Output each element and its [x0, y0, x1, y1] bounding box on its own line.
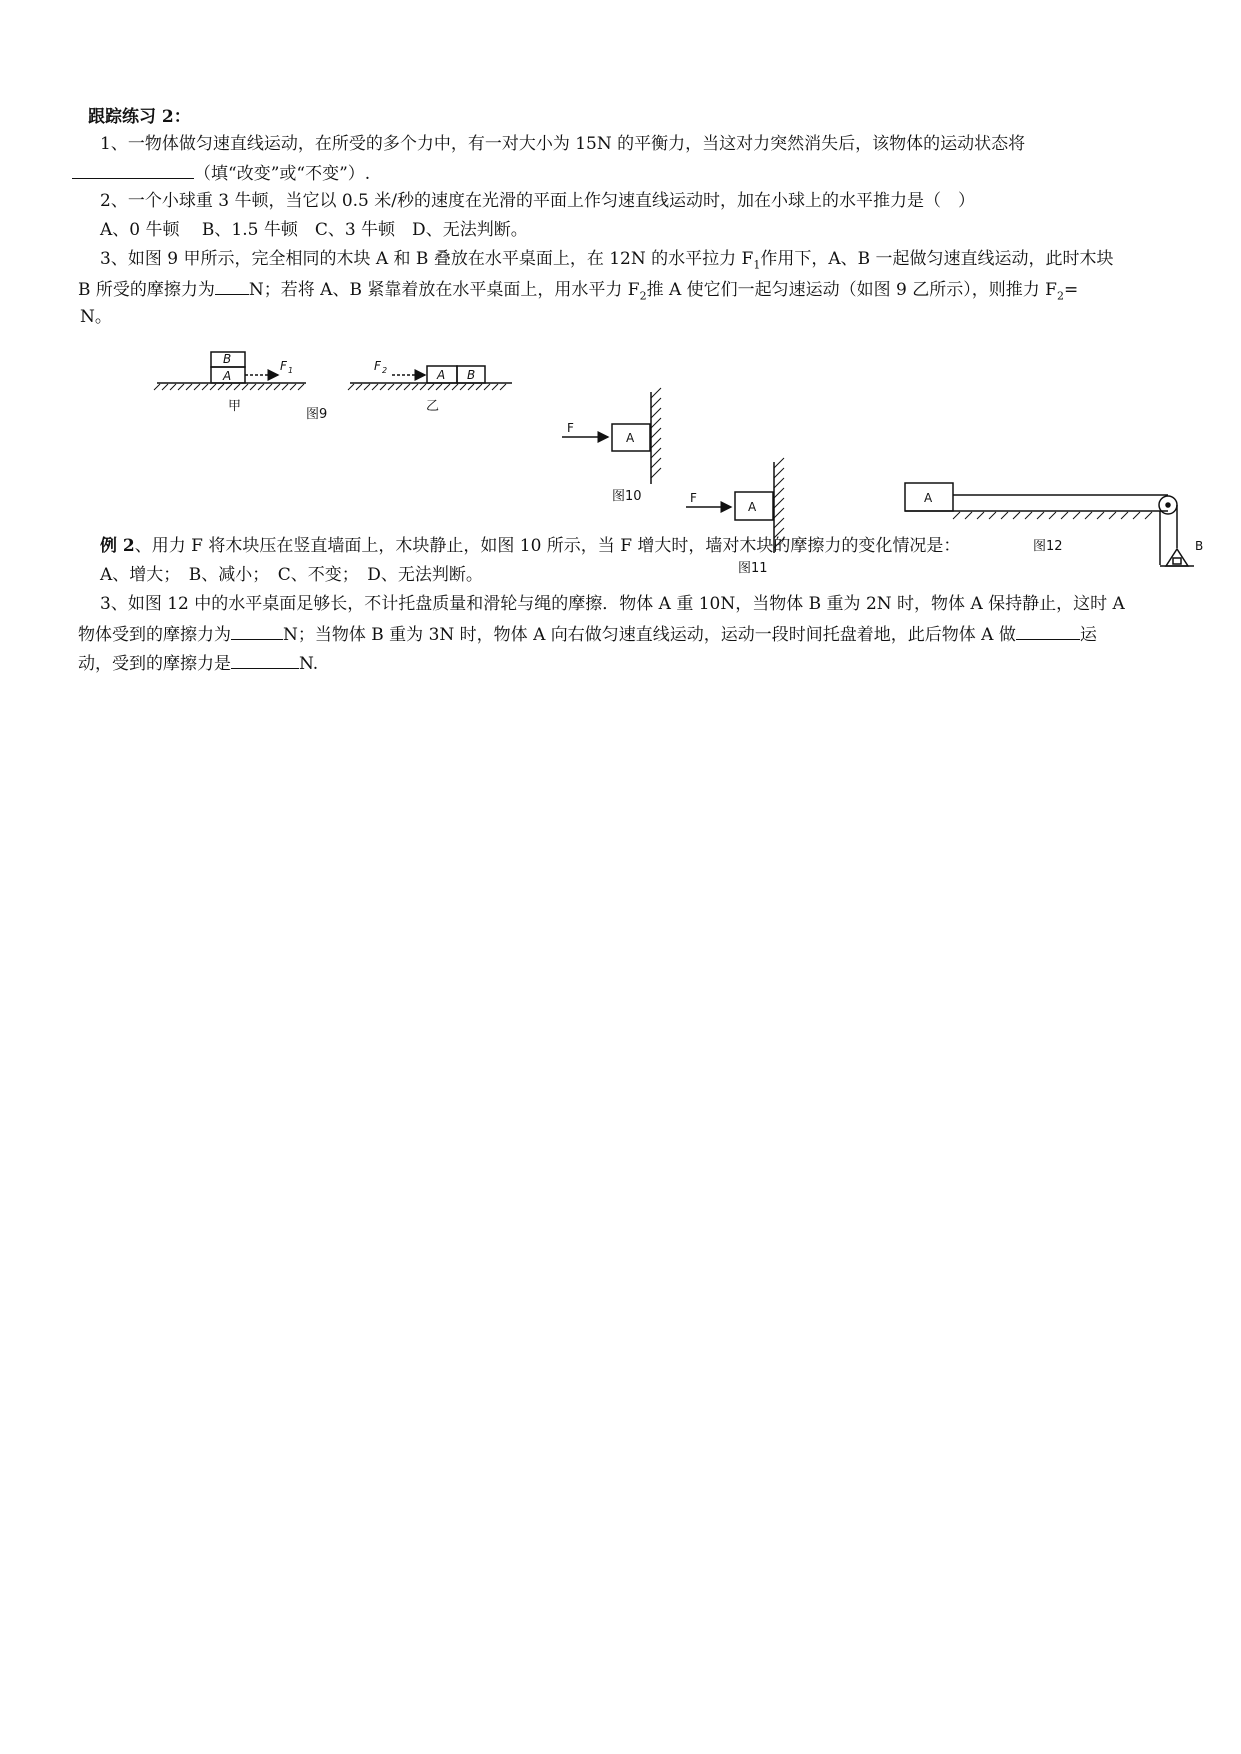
q3b-text-d: 运 [1079, 625, 1097, 645]
fig9-yi-label-b: B [467, 368, 476, 382]
q3b-text-b: 物体受到的摩擦力为 [78, 625, 231, 645]
q3-text-f: = [1063, 280, 1079, 300]
q2-options: A、0 牛顿 B、1.5 牛顿 C、3 牛顿 D、无法判断。 [100, 220, 528, 240]
fig11-force-label: F [690, 491, 697, 505]
q3-f2-subscript-2: 2 [1056, 289, 1064, 303]
fig12-table-hatch [953, 512, 1152, 519]
example2-text: 、用力 F 将木块压在竖直墙面上，木块静止，如图 10 所示，当 F 增大时，墙对木块的摩擦力的变化情况是： [134, 536, 961, 556]
fig11-block-label: A [748, 500, 757, 514]
q3b-line-1: 3、如图 12 中的水平桌面足够长，不计托盘质量和滑轮与绳的摩擦．物体 A 重 10N，当物体 B 重为 2N 时，物体 A 保持静止，这时 A [100, 594, 1125, 614]
fig9-jia-label-f: F [280, 359, 287, 373]
fig9-yi-label-a: A [437, 368, 446, 382]
fig11-labels [690, 491, 768, 576]
fig12-weight-b [1173, 558, 1181, 564]
fig9-jia-label-f-sub: 1 [288, 366, 294, 375]
q1-text-b: （填“改变”或“不变”）. [194, 164, 371, 184]
q3-text-b: 作用下，A、B 一起做匀速直线运动，此时木块 [760, 249, 1114, 269]
example2-label: 例 2 [100, 536, 135, 556]
q3b-text-f: N. [299, 654, 319, 674]
fig9-labels [222, 352, 475, 383]
q3-text-d: N；若将 A、B 紧靠着放在水平桌面上，用水平力 F [248, 280, 640, 300]
fig12-caption: 图12 [1033, 539, 1063, 554]
example2-options: A、增大； B、减小； C、不变； D、无法判断。 [100, 565, 483, 585]
q3-text-a: 3、如图 9 甲所示，完全相同的木块 A 和 B 叠放在水平桌面上，在 12N 的水平拉力 F [100, 249, 754, 269]
q3-text-c: B 所受的摩擦力为 [78, 280, 215, 300]
practice-title: 跟踪练习 2： [88, 107, 191, 127]
fig10-force-label: F [567, 421, 574, 435]
fig10-block-label: A [626, 431, 635, 445]
figure-11 [686, 458, 784, 553]
fig9-jia-hatch [154, 384, 304, 390]
q3-text-e: 推 A 使它们一起匀速运动（如图 9 乙所示），则推力 F [646, 280, 1057, 300]
q3b-text-e: 动，受到的摩擦力是 [78, 654, 231, 674]
fig9-caption: 图9 [306, 407, 328, 422]
fig9-yi-label-f-sub: 2 [382, 366, 388, 375]
fig9-yi-caption: 乙 [426, 399, 440, 414]
fig12-labels [924, 491, 1203, 554]
fig9-jia-label-a: A [223, 369, 232, 383]
q2-text: 2、一个小球重 3 牛顿，当它以 0.5 米/秒的速度在光滑的平面上作匀速直线运动时，加在小球上的水平推力是（ ） [100, 191, 976, 211]
fig10-caption: 图10 [612, 489, 642, 504]
fig10-wall-hatch [651, 388, 661, 478]
fig10-labels [567, 421, 642, 504]
q1-text-a: 1、一物体做匀速直线运动，在所受的多个力中，有一对大小为 15N 的平衡力，当这对力突然消失后，该物体的运动状态将 [100, 134, 1026, 154]
fig11-wall-hatch [774, 458, 784, 548]
fig9-yi-hatch [348, 384, 506, 390]
fig9-yi-label-f: F [374, 359, 381, 373]
q3-text-g: N。 [80, 307, 112, 327]
fig9-jia-caption: 甲 [228, 399, 242, 414]
fig9-jia-label-b: B [223, 352, 232, 366]
fig12-weight-b-label: B [1195, 539, 1204, 553]
fig9-captions [228, 399, 439, 422]
fig12-block-a-label: A [924, 491, 933, 505]
q3-f1-subscript: 1 [753, 258, 761, 272]
fig11-caption: 图11 [738, 561, 768, 576]
q3b-text-c: N；当物体 B 重为 3N 时，物体 A 向右做匀速直线运动，运动一段时间托盘着地，此后物体 A 做 [283, 625, 1016, 645]
figure-10 [562, 388, 661, 484]
q3-f2-subscript: 2 [639, 289, 647, 303]
figure-9 [154, 352, 512, 390]
